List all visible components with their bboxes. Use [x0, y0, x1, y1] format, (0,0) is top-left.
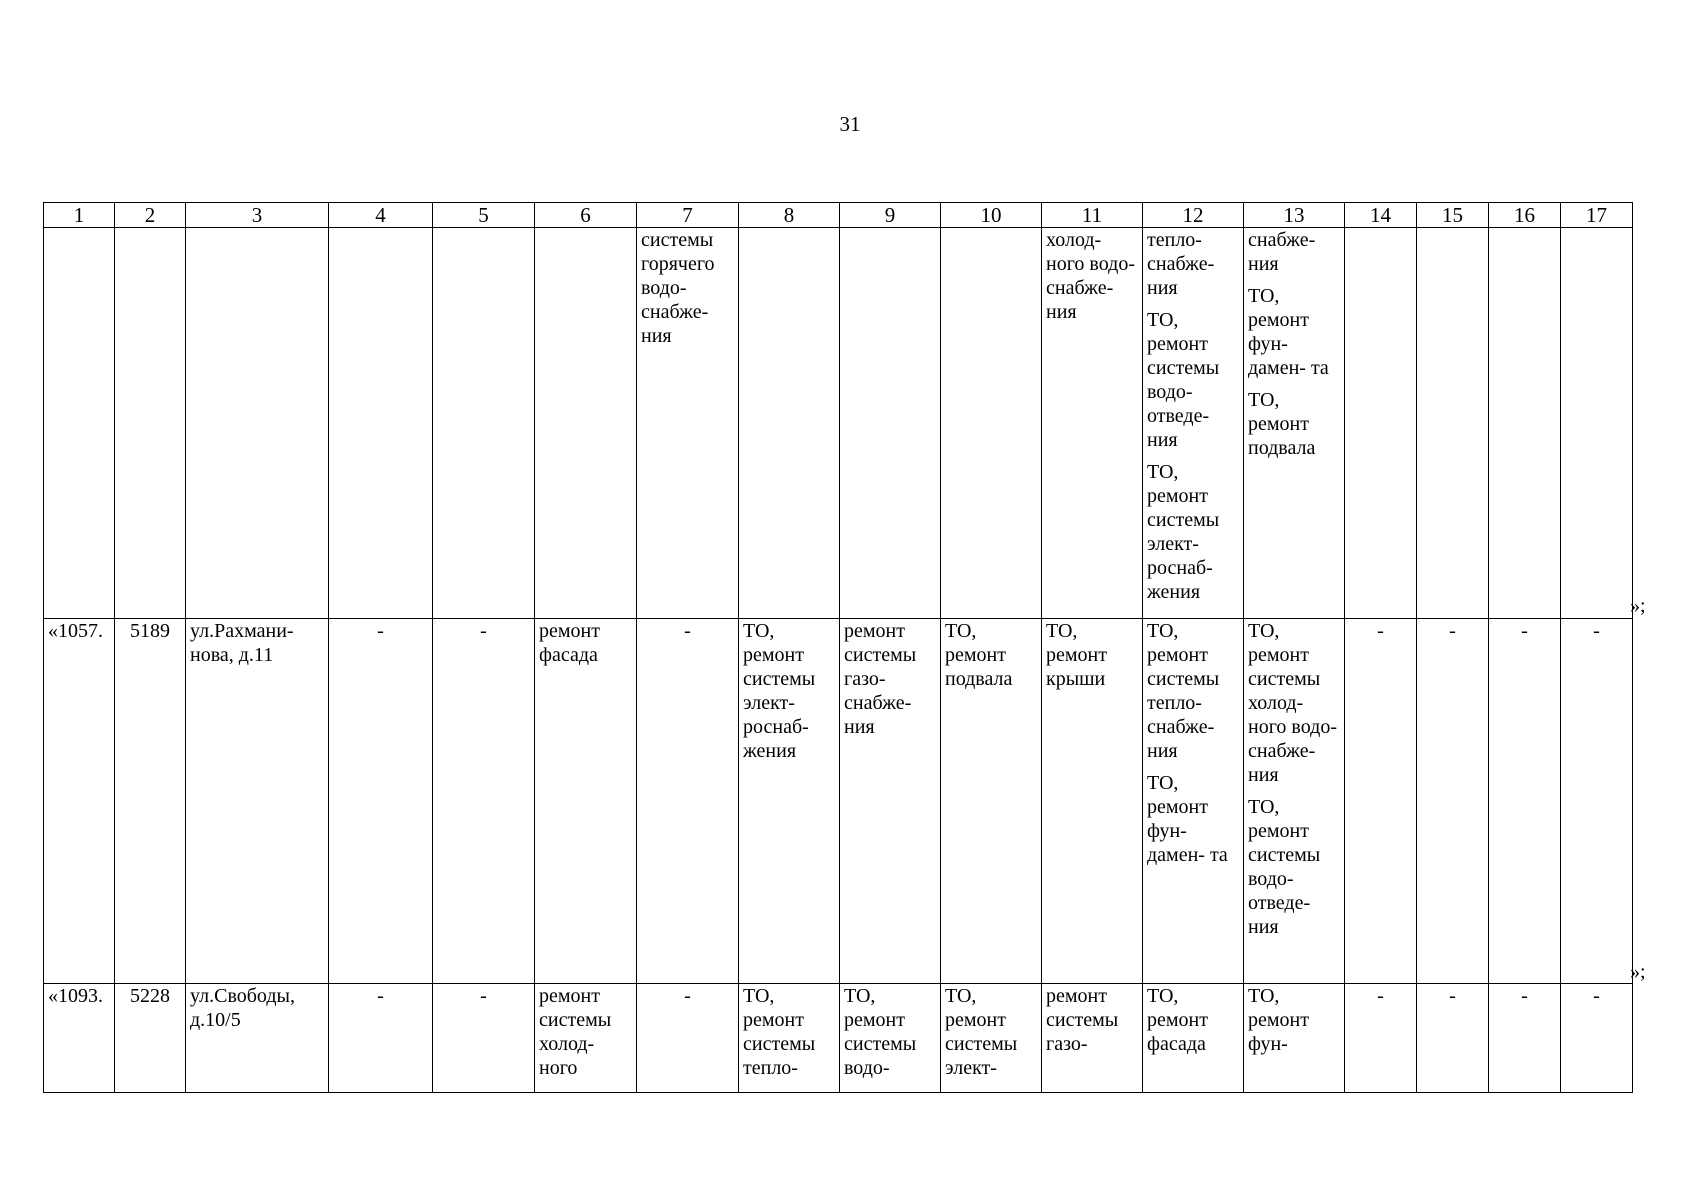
cell-address: ул.Рахмани- нова, д.11 — [186, 619, 329, 984]
cell-col12 — [1143, 228, 1244, 619]
cell-code: 5189 — [115, 619, 186, 984]
cell-col12 — [1143, 619, 1244, 984]
row-closing-mark: »; — [1630, 961, 1646, 983]
work-item: системы горячего водо- снабже- ния — [641, 229, 715, 347]
work-item: ТО, ремонт подвала — [945, 620, 1013, 690]
cell-col6 — [535, 619, 637, 984]
column-header-9: 9 — [840, 203, 941, 228]
cell-col9 — [840, 984, 941, 1093]
work-item: ТО, ремонт фун- — [1248, 985, 1309, 1055]
work-item: ТО, ремонт системы элект- — [945, 985, 1018, 1079]
cell-col5: - — [433, 984, 535, 1093]
cell-col16 — [1489, 228, 1561, 619]
table-row — [44, 228, 1633, 619]
cell-col8 — [739, 619, 840, 984]
work-item: ТО, ремонт крыши — [1046, 620, 1107, 690]
column-header-15: 15 — [1417, 203, 1489, 228]
work-item: ТО, ремонт подвала — [1248, 389, 1316, 459]
work-item: снабже- ния — [1248, 229, 1316, 275]
cell-index: «1057. — [44, 619, 115, 984]
column-header-14: 14 — [1345, 203, 1417, 228]
repair-schedule-table — [43, 202, 1633, 1093]
work-item: ТО, ремонт фун- дамен- та — [1248, 285, 1329, 379]
cell-col11 — [1042, 984, 1143, 1093]
cell-code — [115, 228, 186, 619]
cell-index — [44, 228, 115, 619]
work-item: ремонт системы холод- ного — [539, 985, 612, 1079]
cell-col9 — [840, 228, 941, 619]
column-number-header — [44, 203, 1633, 228]
cell-col16: - — [1489, 619, 1561, 984]
work-item: ТО, ремонт системы тепло- снабже- ния — [1147, 620, 1220, 762]
cell-col4 — [329, 228, 433, 619]
column-header-11: 11 — [1042, 203, 1143, 228]
column-header-10: 10 — [941, 203, 1042, 228]
column-header-16: 16 — [1489, 203, 1561, 228]
cell-col13 — [1244, 984, 1345, 1093]
work-item: холод- ного водо- снабже- ния — [1046, 229, 1135, 323]
work-item: ТО, ремонт системы элект- роснаб- жения — [743, 620, 816, 762]
column-header-8: 8 — [739, 203, 840, 228]
column-header-5: 5 — [433, 203, 535, 228]
cell-address: ул.Свободы, д.10/5 — [186, 984, 329, 1093]
cell-col6 — [535, 228, 637, 619]
page-number: 31 — [839, 112, 861, 136]
work-item: ремонт системы газо- — [1046, 985, 1119, 1055]
cell-col14 — [1345, 228, 1417, 619]
cell-index: «1093. — [44, 984, 115, 1093]
cell-col7 — [637, 228, 739, 619]
table-row — [44, 984, 1633, 1093]
table-row — [44, 619, 1633, 984]
work-item: ремонт фасада — [539, 620, 600, 666]
cell-col14: - — [1345, 984, 1417, 1093]
cell-col10 — [941, 984, 1042, 1093]
work-item: тепло- снабже- ния — [1147, 229, 1215, 299]
cell-col5: - — [433, 619, 535, 984]
work-item: ТО, ремонт системы водо- отведе- ния — [1147, 309, 1220, 451]
work-item: ТО, ремонт фун- дамен- та — [1147, 772, 1228, 866]
column-header-12: 12 — [1143, 203, 1244, 228]
cell-col15: - — [1417, 619, 1489, 984]
cell-col17: - — [1561, 984, 1633, 1093]
cell-code: 5228 — [115, 984, 186, 1093]
cell-col4: - — [329, 984, 433, 1093]
work-item: ТО, ремонт системы элект- роснаб- жения — [1147, 461, 1220, 603]
work-item: ТО, ремонт системы водо- отведе- ния — [1248, 796, 1321, 938]
cell-col6 — [535, 984, 637, 1093]
cell-col8 — [739, 228, 840, 619]
cell-col11 — [1042, 619, 1143, 984]
work-item: ТО, ремонт системы водо- — [844, 985, 917, 1079]
cell-col15: - — [1417, 984, 1489, 1093]
cell-col9 — [840, 619, 941, 984]
cell-col17 — [1561, 228, 1633, 619]
cell-col16: - — [1489, 984, 1561, 1093]
cell-col14: - — [1345, 619, 1417, 984]
cell-col10 — [941, 619, 1042, 984]
cell-col8 — [739, 984, 840, 1093]
cell-col5 — [433, 228, 535, 619]
cell-col17: - — [1561, 619, 1633, 984]
work-item: ремонт системы газо- снабже- ния — [844, 620, 917, 738]
cell-col7: - — [637, 619, 739, 984]
work-item: ТО, ремонт системы холод- ного водо- снабже- ния — [1248, 620, 1337, 786]
column-header-17: 17 — [1561, 203, 1633, 228]
work-item: ТО, ремонт фасада — [1147, 985, 1208, 1055]
cell-col11 — [1042, 228, 1143, 619]
work-item: ТО, ремонт системы тепло- — [743, 985, 816, 1079]
cell-col12 — [1143, 984, 1244, 1093]
cell-col13 — [1244, 228, 1345, 619]
cell-col15 — [1417, 228, 1489, 619]
cell-address — [186, 228, 329, 619]
cell-col13 — [1244, 619, 1345, 984]
column-header-3: 3 — [186, 203, 329, 228]
column-header-13: 13 — [1244, 203, 1345, 228]
column-header-1: 1 — [44, 203, 115, 228]
column-header-4: 4 — [329, 203, 433, 228]
row-closing-mark: »; — [1630, 595, 1646, 617]
cell-col7: - — [637, 984, 739, 1093]
cell-col4: - — [329, 619, 433, 984]
cell-col10 — [941, 228, 1042, 619]
column-header-2: 2 — [115, 203, 186, 228]
column-header-7: 7 — [637, 203, 739, 228]
column-header-6: 6 — [535, 203, 637, 228]
